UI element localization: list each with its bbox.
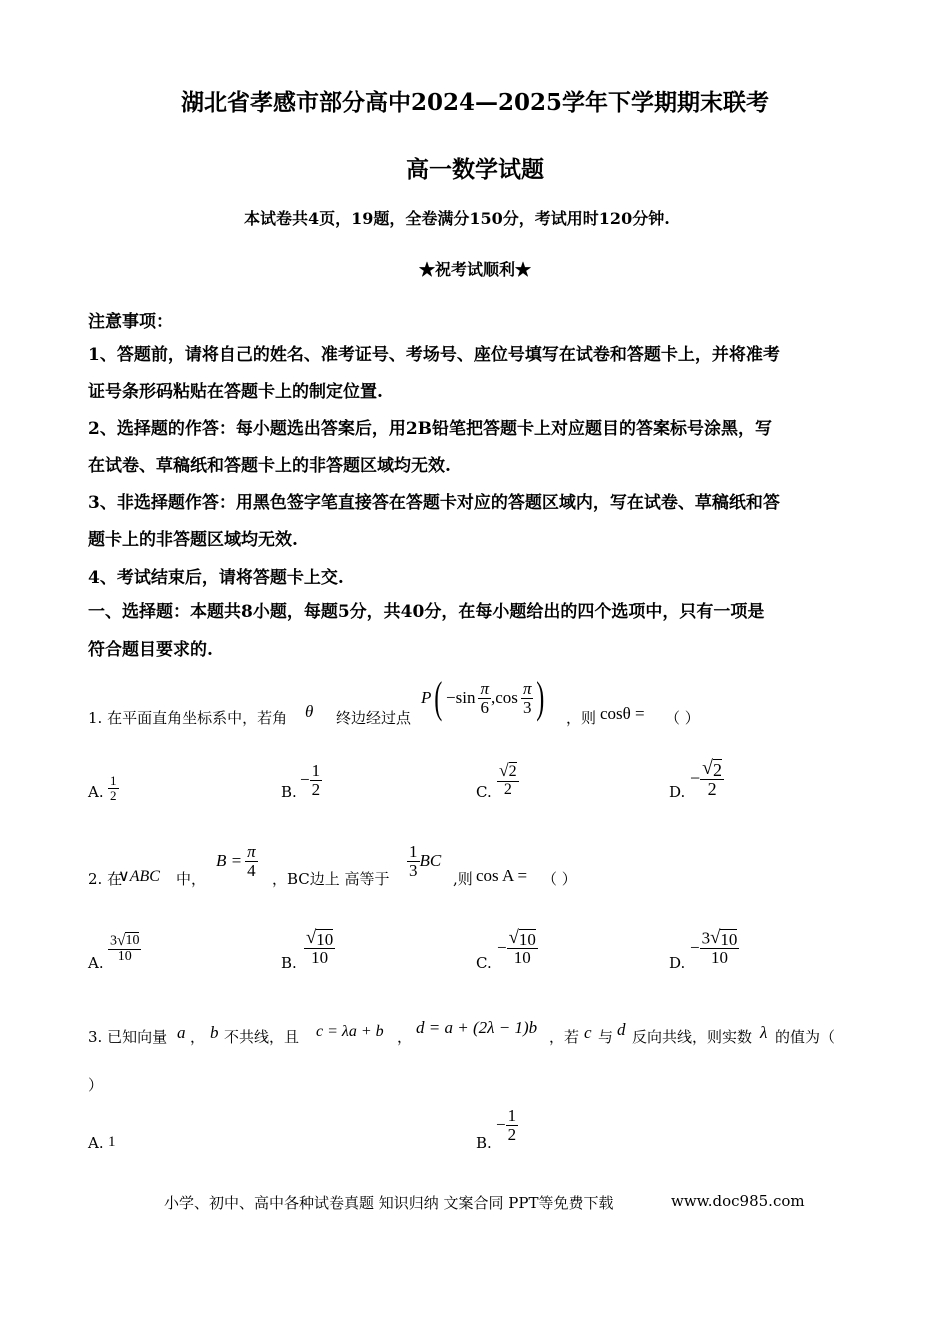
notice-item-3-line-2: 题卡上的非答题区域均无效. <box>88 530 298 550</box>
q3-option-b <box>496 1107 518 1144</box>
q2-option-d-sign: − <box>690 937 700 957</box>
q1-theta: θ <box>305 702 314 721</box>
notice-item-1-line-1: 1、答题前，请将自己的姓名、准考证号、考场号、座位号填写在试卷和答题卡上，并将准考 <box>88 345 780 365</box>
q1-option-b-den: 2 <box>311 779 321 799</box>
q3-c-expression: c = λa + b <box>316 1023 384 1040</box>
q2-angle-b <box>216 843 258 880</box>
exam-info: 本试卷共4页，19题，全卷满分150分，考试用时120分钟. <box>244 209 670 228</box>
q2-b-num: π <box>247 842 256 861</box>
q1-frac2-den: 3 <box>522 697 532 717</box>
q2-option-a-label: A. <box>88 954 104 972</box>
q3-sep-1: ， <box>190 1028 206 1046</box>
q1-option-b-sign: − <box>300 770 310 790</box>
q3-sep-2: ， <box>397 1028 413 1046</box>
q1-text-then: ，则 <box>566 709 597 727</box>
q2-bc: BC <box>419 851 442 871</box>
q3-text-opposite: 反向共线，则实数 <box>632 1028 753 1046</box>
q1-option-d-rad: 2 <box>713 760 723 780</box>
q2-answer-paren: （ ） <box>542 870 577 888</box>
q3-d-expression: d = a + (2λ − 1)b <box>416 1018 538 1037</box>
q2-option-b-den: 10 <box>311 948 329 967</box>
q3-option-b-sign: − <box>496 1115 506 1135</box>
q2-option-d-coef: 3 <box>701 928 711 948</box>
q3-text-start: 3. 已知向量 <box>88 1028 168 1046</box>
q2-option-c-sign: − <box>497 937 507 957</box>
footer-url[interactable]: www.doc985.com <box>671 1192 805 1210</box>
q1-option-c: √ 2 2 <box>499 760 517 799</box>
q2-option-d-den: 10 <box>710 948 728 967</box>
q2-option-a-coef: 3 <box>110 933 117 949</box>
section-1-heading-line-2: 符合题目要求的. <box>88 640 213 660</box>
q2-option-a-den: 10 <box>117 949 132 965</box>
notice-heading: 注意事项： <box>88 312 173 332</box>
q1-option-d-sign: − <box>690 768 701 789</box>
q2-option-d-label: D. <box>669 954 686 972</box>
q1-option-c-rad: 2 <box>508 763 517 780</box>
exam-title: 湖北省孝感市部分高中2024—2025学年下学期期末联考 <box>180 89 770 116</box>
notice-item-2-line-1: 2、选择题的作答：每小题选出答案后，用2B铅笔把答题卡上对应题目的答案标号涂黑，写 <box>88 419 773 439</box>
q1-text-start: 1. 在平面直角坐标系中，若角 <box>88 709 288 727</box>
q1-frac-pi-6 <box>478 680 491 717</box>
q1-option-b-num: 1 <box>311 761 321 780</box>
q2-h-den: 3 <box>409 860 418 880</box>
q3-vector-a: a <box>177 1023 186 1042</box>
notice-item-4: 4、考试结束后，请将答题卡上交. <box>88 568 344 588</box>
q1-frac2-num: π <box>522 678 532 698</box>
q1-left-paren: ( <box>434 673 443 722</box>
q2-option-a: 3 √ 10 10 <box>110 931 140 965</box>
q1-cos-theta: cosθ = <box>600 704 645 723</box>
q3-option-a-label: A. <box>88 1134 104 1152</box>
q1-option-c-den: 2 <box>503 781 512 799</box>
q3-vector-b: b <box>210 1023 219 1042</box>
q1-option-d-label: D. <box>669 783 686 801</box>
q3-option-b-num: 1 <box>507 1106 517 1125</box>
q2-option-b-label: B. <box>281 954 297 972</box>
q1-option-b-label: B. <box>281 783 297 801</box>
q3-vector-d: d <box>617 1020 626 1039</box>
q1-frac1-den: 6 <box>480 697 489 717</box>
q1-answer-paren: （ ） <box>665 709 700 727</box>
q1-frac-pi-3 <box>521 680 534 717</box>
q3-lambda: λ <box>760 1023 768 1042</box>
q3-text-not-collinear: 不共线，且 <box>224 1028 300 1046</box>
q3-option-b-label: B. <box>476 1134 492 1152</box>
q2-text-bc: ，BC边上 高等于 <box>272 870 390 888</box>
q2-option-a-rad: 10 <box>125 933 140 948</box>
q2-text-then: ,则 <box>453 870 473 888</box>
q2-b-den: 4 <box>247 860 256 880</box>
q1-point-label: P <box>421 688 432 707</box>
q1-point-expression <box>421 671 548 725</box>
q3-text-and: 与 <box>598 1028 614 1046</box>
q2-option-b: √ 10 10 <box>306 927 334 967</box>
footer-text: 小学、初中、高中各种试卷真题 知识归纳 文案合同 PPT等免费下载 <box>164 1194 614 1212</box>
notice-item-3-line-1: 3、非选择题作答：用黑色签字笔直接答在答题卡对应的答题区域内，写在试卷、草稿纸和答 <box>88 493 780 513</box>
q1-option-a-num: 1 <box>110 773 117 788</box>
q2-h-num: 1 <box>409 842 418 861</box>
q3-option-b-den: 2 <box>507 1124 517 1144</box>
q2-cos-a: cos A = <box>476 866 528 885</box>
q1-frac1-num: π <box>480 678 490 698</box>
exam-subtitle: 高一数学试题 <box>406 156 544 183</box>
q2-option-c-rad: 10 <box>518 930 536 949</box>
q2-text-mid: 中， <box>176 870 207 888</box>
wish-line: ★祝考试顺利★ <box>418 260 531 279</box>
q2-option-d: − 3 √ 10 10 <box>690 927 738 967</box>
notice-item-2-line-2: 在试卷、草稿纸和答题卡上的非答题区域均无效. <box>88 456 451 476</box>
q3-vector-c: c <box>584 1023 592 1042</box>
q2-option-c: − √ 10 10 <box>497 927 536 967</box>
q2-height-expr <box>407 843 441 880</box>
q2-text-start: 2. 在 <box>88 870 123 888</box>
q1-option-b <box>300 762 322 799</box>
q2-option-b-rad: 10 <box>316 930 334 949</box>
q3-text-value: 的值为（ <box>775 1028 836 1046</box>
q3-close-paren: ） <box>88 1076 104 1094</box>
q1-text-mid: 终边经过点 <box>336 709 412 727</box>
q1-option-a-den: 2 <box>110 787 117 803</box>
section-1-heading-line-1: 一、选择题：本题共8小题，每题5分，共40分，在每小题给出的四个选项中，只有一项是 <box>88 602 765 622</box>
q1-option-a <box>108 774 119 802</box>
q1-option-d: − √ 2 2 <box>690 757 723 799</box>
q1-option-c-label: C. <box>476 783 492 801</box>
q2-option-c-den: 10 <box>513 948 531 967</box>
notice-item-1-line-2: 证号条形码粘贴在答题卡上的制定位置. <box>88 382 383 402</box>
q2-triangle: ∨ABC <box>118 868 160 885</box>
q2-option-d-rad: 10 <box>720 930 738 949</box>
q1-minus-sin: −sin <box>446 688 476 707</box>
q1-option-a-label: A. <box>88 783 104 801</box>
q2-b-eq: B = <box>216 851 243 871</box>
q1-comma-cos: ,cos <box>491 688 518 707</box>
q3-option-a-value: 1 <box>108 1134 116 1150</box>
q3-text-if: ，若 <box>549 1028 580 1046</box>
q2-option-c-label: C. <box>476 954 492 972</box>
q1-option-d-den: 2 <box>707 779 717 799</box>
q1-right-paren: ) <box>536 673 545 722</box>
